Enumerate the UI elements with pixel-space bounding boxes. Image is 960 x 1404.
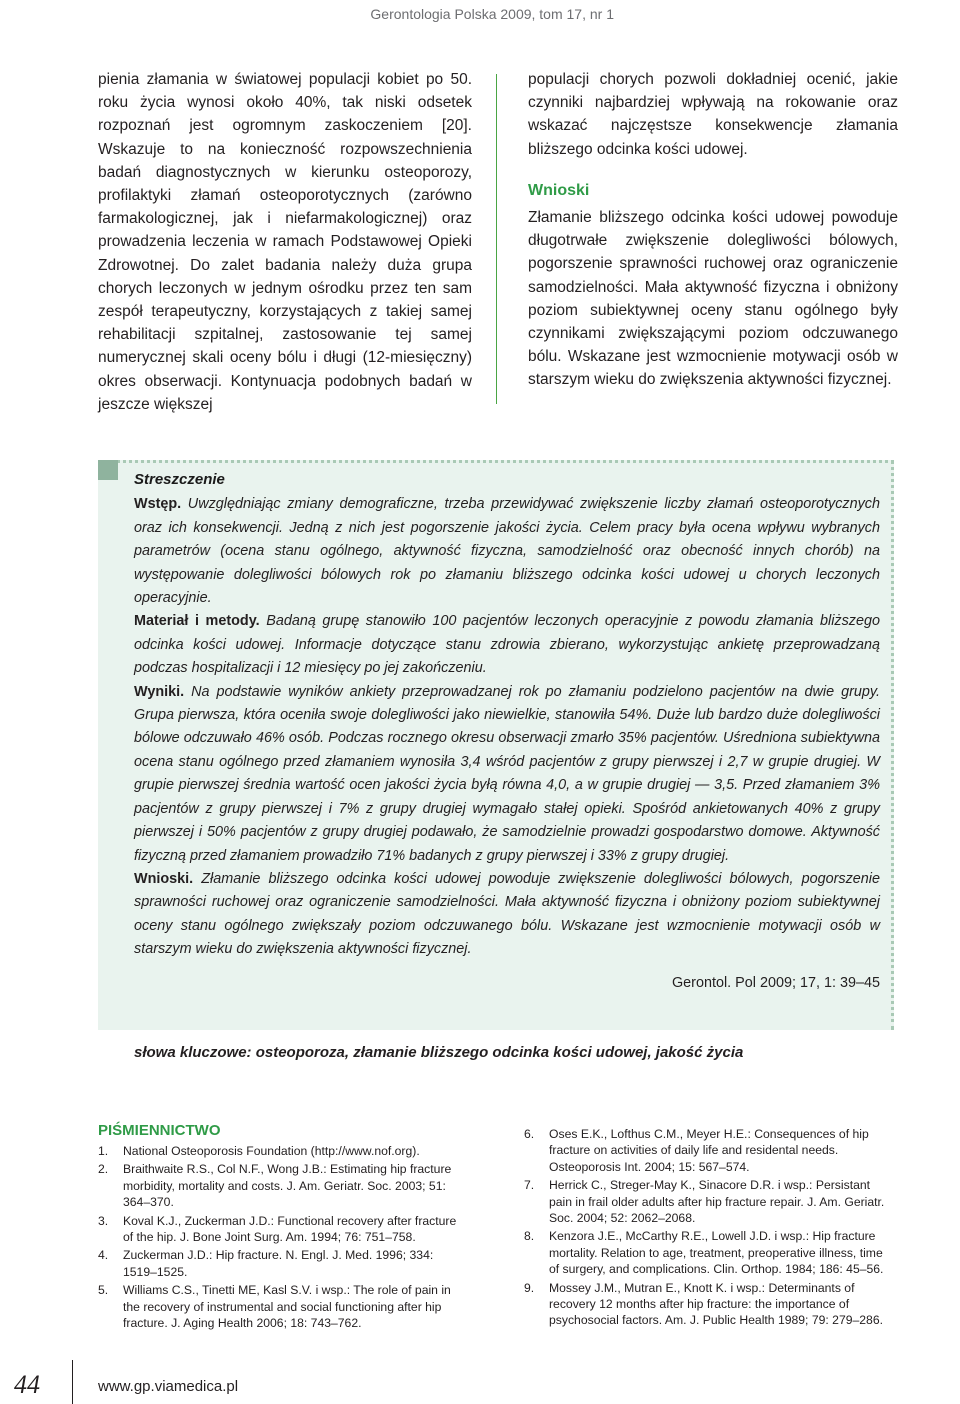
reference-number: 6.	[524, 1127, 535, 1141]
reference-item	[98, 1282, 466, 1331]
reference-text: Williams C.S., Tinetti ME, Kasl S.V. i wsp.: The role of pain in the recovery of instrumental and social functioning after hip fracture. J. Aging Health 2006; 18: 743–762.	[123, 1283, 451, 1331]
reference-item	[98, 1247, 466, 1280]
abstract-label: Wyniki.	[134, 683, 185, 700]
abstract-intro	[134, 493, 880, 610]
reference-number: 1.	[98, 1144, 109, 1158]
keywords: słowa kluczowe: osteoporoza, złamanie bliższego odcinka kości udowej, jakość życia	[134, 1044, 744, 1061]
reference-number: 9.	[524, 1280, 535, 1295]
citation: Gerontol. Pol 2009; 17, 1: 39–45	[671, 974, 880, 991]
website-link[interactable]: www.gp.viamedica.pl	[98, 1378, 239, 1395]
abstract-results	[134, 681, 880, 868]
abstract-text: Złamanie bliższego odcinka kości udowej powoduje zwiększenie dolegliwości bólowych, pogorszenie sprawności ruchowej oraz ograniczenie samodzielności. Mała aktywność fizyczna i obniżony poziom subiektywnej oceny stanu ogólnego zwiększały poziom odczuwanego bólu. Wskazane jest wzmocnienie motywacji osób w starszym wieku do zwiększenia aktywności fizycznej.	[134, 870, 880, 958]
body-paragraph: populacji chorych pozwoli dokładniej ocenić, jakie czynniki najbardziej wpływają na rokowanie oraz wskazać najczęstsze konsekwencje złamania bliższego odcinka kości udowej.	[528, 71, 898, 158]
abstract-label: Wnioski.	[134, 870, 194, 887]
reference-text: Braithwaite R.S., Col N.F., Wong J.B.: Estimating hip fracture morbidity, mortality and costs. J. Am. Geriatr. Soc. 2003; 51: 364–370.	[123, 1162, 452, 1210]
reference-item	[524, 1228, 896, 1277]
reference-text: Zuckerman J.D.: Hip fracture. N. Engl. J. Med. 1996; 334: 1519–1525.	[123, 1248, 434, 1279]
reference-number: 7.	[524, 1178, 535, 1193]
abstract-content	[134, 468, 880, 995]
abstract-methods	[134, 610, 880, 680]
section-heading: Wnioski	[528, 181, 590, 199]
reference-item	[98, 1143, 466, 1159]
conclusions-paragraph: Złamanie bliższego odcinka kości udowej powoduje długotrwałe zwiększenie dolegliwości bólowych, pogorszenie sprawności ruchowej oraz ograniczenie samodzielności. Mała aktywność fizyczna i obniżony poziom subiektywnej oceny stanu ogólnego były czynnikami zwiększającymi poziom odczuwanego bólu. Wskazane jest wzmocnienie motywacji osób w starszym wieku do zwiększenia aktywności fizycznej.	[528, 209, 898, 389]
reference-number: 2.	[98, 1162, 109, 1177]
references-list-right	[524, 1126, 896, 1331]
body-column-left	[98, 68, 472, 416]
abstract-text: Na podstawie wyników ankiety przeprowadzanej rok po złamaniu podzielono pacjentów na dwie grupy. Grupa pierwsza, która oceniła swoje dolegliwości jako niewielkie, stanowiła 54%. Duże lub bardzo duże dolegliwości bólowe odczuwało 46% osób. Podczas rocznego okresu obserwacji zmarło 35% pacjentów. Uśredniona subiektywna ocena stanu ogólnego przed złamaniem wynosiła 3,4 wśród pacjentów z grupy pierwszej i 2,7 w grupie drugiej. W grupie pierwszej średnia wartość ocen jakości życia byłą równa 4,0, a w grupie drugiej — 3,5. Przed złamaniem 3% pacjentów z grupy pierwszej i 7% z grupy drugiej wymagało stałej opieki. Spośród ankietowanych 40% z grupy pierwszej i 50% pacjentów z grupy drugiej podawało, że samodzielnie prowadzi gospodarstwo domowe. Aktywność fizyczną przed złamaniem prowadziło 71% badanych z grupy pierwszej i 33% z grupy drugiej.	[134, 683, 880, 864]
reference-text: Oses E.K., Lofthus C.M., Meyer H.E.: Consequences of hip fracture on activities of daily life and residental needs. Osteoporosis Int. 2004; 15: 567–574.	[549, 1127, 869, 1174]
reference-number: 8.	[524, 1229, 535, 1244]
reference-number: 5.	[98, 1283, 109, 1298]
running-header: Gerontologia Polska 2009, tom 17, nr 1	[370, 6, 614, 22]
reference-item	[98, 1161, 466, 1210]
abstract-text: Badaną grupę stanowiło 100 pacjentów leczonych operacyjnie z powodu złamania bliższego odcinka kości udowej. Informacje dotyczące stanu zdrowia zbierano, wykorzystując ankietę przeprowadzaną podczas hospitalizacji i 12 miesięcy po jej zakończeniu.	[134, 613, 880, 677]
reference-text: Koval K.J., Zuckerman J.D.: Functional recovery after fracture of the hip. J. Bone Joint Surg. Am. 1994; 76: 751–758.	[123, 1213, 457, 1245]
reference-item	[98, 1213, 466, 1246]
abstract-title: Streszczenie	[134, 471, 225, 488]
body-paragraph: pienia złamania w światowej populacji kobiet po 50. roku życia wynosi około 40%, tak niski odsetek rozpoznań jest ogromnym zaskoczeniem [20]. Wskazuje to na konieczność rozpowszechnienia badań diagnostycznych w kierunku osteoporozy, profilaktyki złamań osteoporotycznych (zarówno farmakologicznej, jak i niefarmakologicznej) oraz prowadzenia leczenia w ramach Podstawowej Opieki Zdrowotnej. Do zalet badania należy duża grupa chorych leczonych w jednym ośrodku przez ten sam zespół terapeutyczny, korzystających z takiej samej rehabilitacji szpitalnej, zastosowanie tej samej numerycznej skali oceny bólu i długi (12-miesięczny) okres obserwacji. Kontynuacja podobnych badań w jeszcze większej	[98, 71, 472, 413]
reference-item	[524, 1126, 896, 1175]
reference-text: National Osteoporosis Foundation (http://www.nof.org).	[123, 1144, 420, 1158]
reference-number: 3.	[98, 1213, 109, 1228]
reference-number: 4.	[98, 1248, 109, 1263]
reference-item	[524, 1177, 896, 1226]
body-column-right	[528, 68, 898, 392]
abstract-conclusions	[134, 868, 880, 962]
reference-text: Kenzora J.E., McCarthy R.E., Lowell J.D. i wsp.: Hip fracture mortality. Relation to age, treatment, preoperative illness, time of surgery, and complications. Clin. Orthop. 1984; 186: 45–56.	[549, 1229, 884, 1277]
page-number: 44	[14, 1370, 40, 1399]
references-list-left	[98, 1143, 466, 1333]
reference-item	[524, 1280, 896, 1329]
reference-text: Herrick C., Streger-May K., Sinacore D.R. i wsp.: Persistant pain in frail older adults after hip fracture repair. J. Am. Geriatr. Soc. 2004; 52: 2062–2068.	[549, 1178, 885, 1226]
reference-text: Mossey J.M., Mutran E., Knott K. i wsp.: Determinants of recovery 12 months after hip fracture: the importance of psychosocial factors. Am. J. Public Health 1989; 79: 279–286.	[549, 1280, 883, 1328]
abstract-label: Materiał i metody.	[134, 613, 260, 630]
abstract-label: Wstęp.	[134, 496, 182, 513]
references-title: PIŚMIENNICTWO	[98, 1122, 221, 1139]
column-divider	[496, 74, 497, 404]
abstract-text: Uwzględniając zmiany demograficzne, trzeba przewidywać zwiększenie liczby złamań osteoporotycznych oraz ich konsekwencji. Jedną z nich jest pogorszenie jakości życia. Celem pracy była ocena wpływu wybranych parametrów (ocena stanu ogólnego, aktywność fizyczna, samodzielność oraz obecność innych chorób) na występowanie dolegliwości bólowych rok po złamaniu bliższego odcinka kości udowej u chorych leczonych operacyjnie.	[134, 496, 880, 607]
abstract-corner-marker	[98, 460, 118, 480]
